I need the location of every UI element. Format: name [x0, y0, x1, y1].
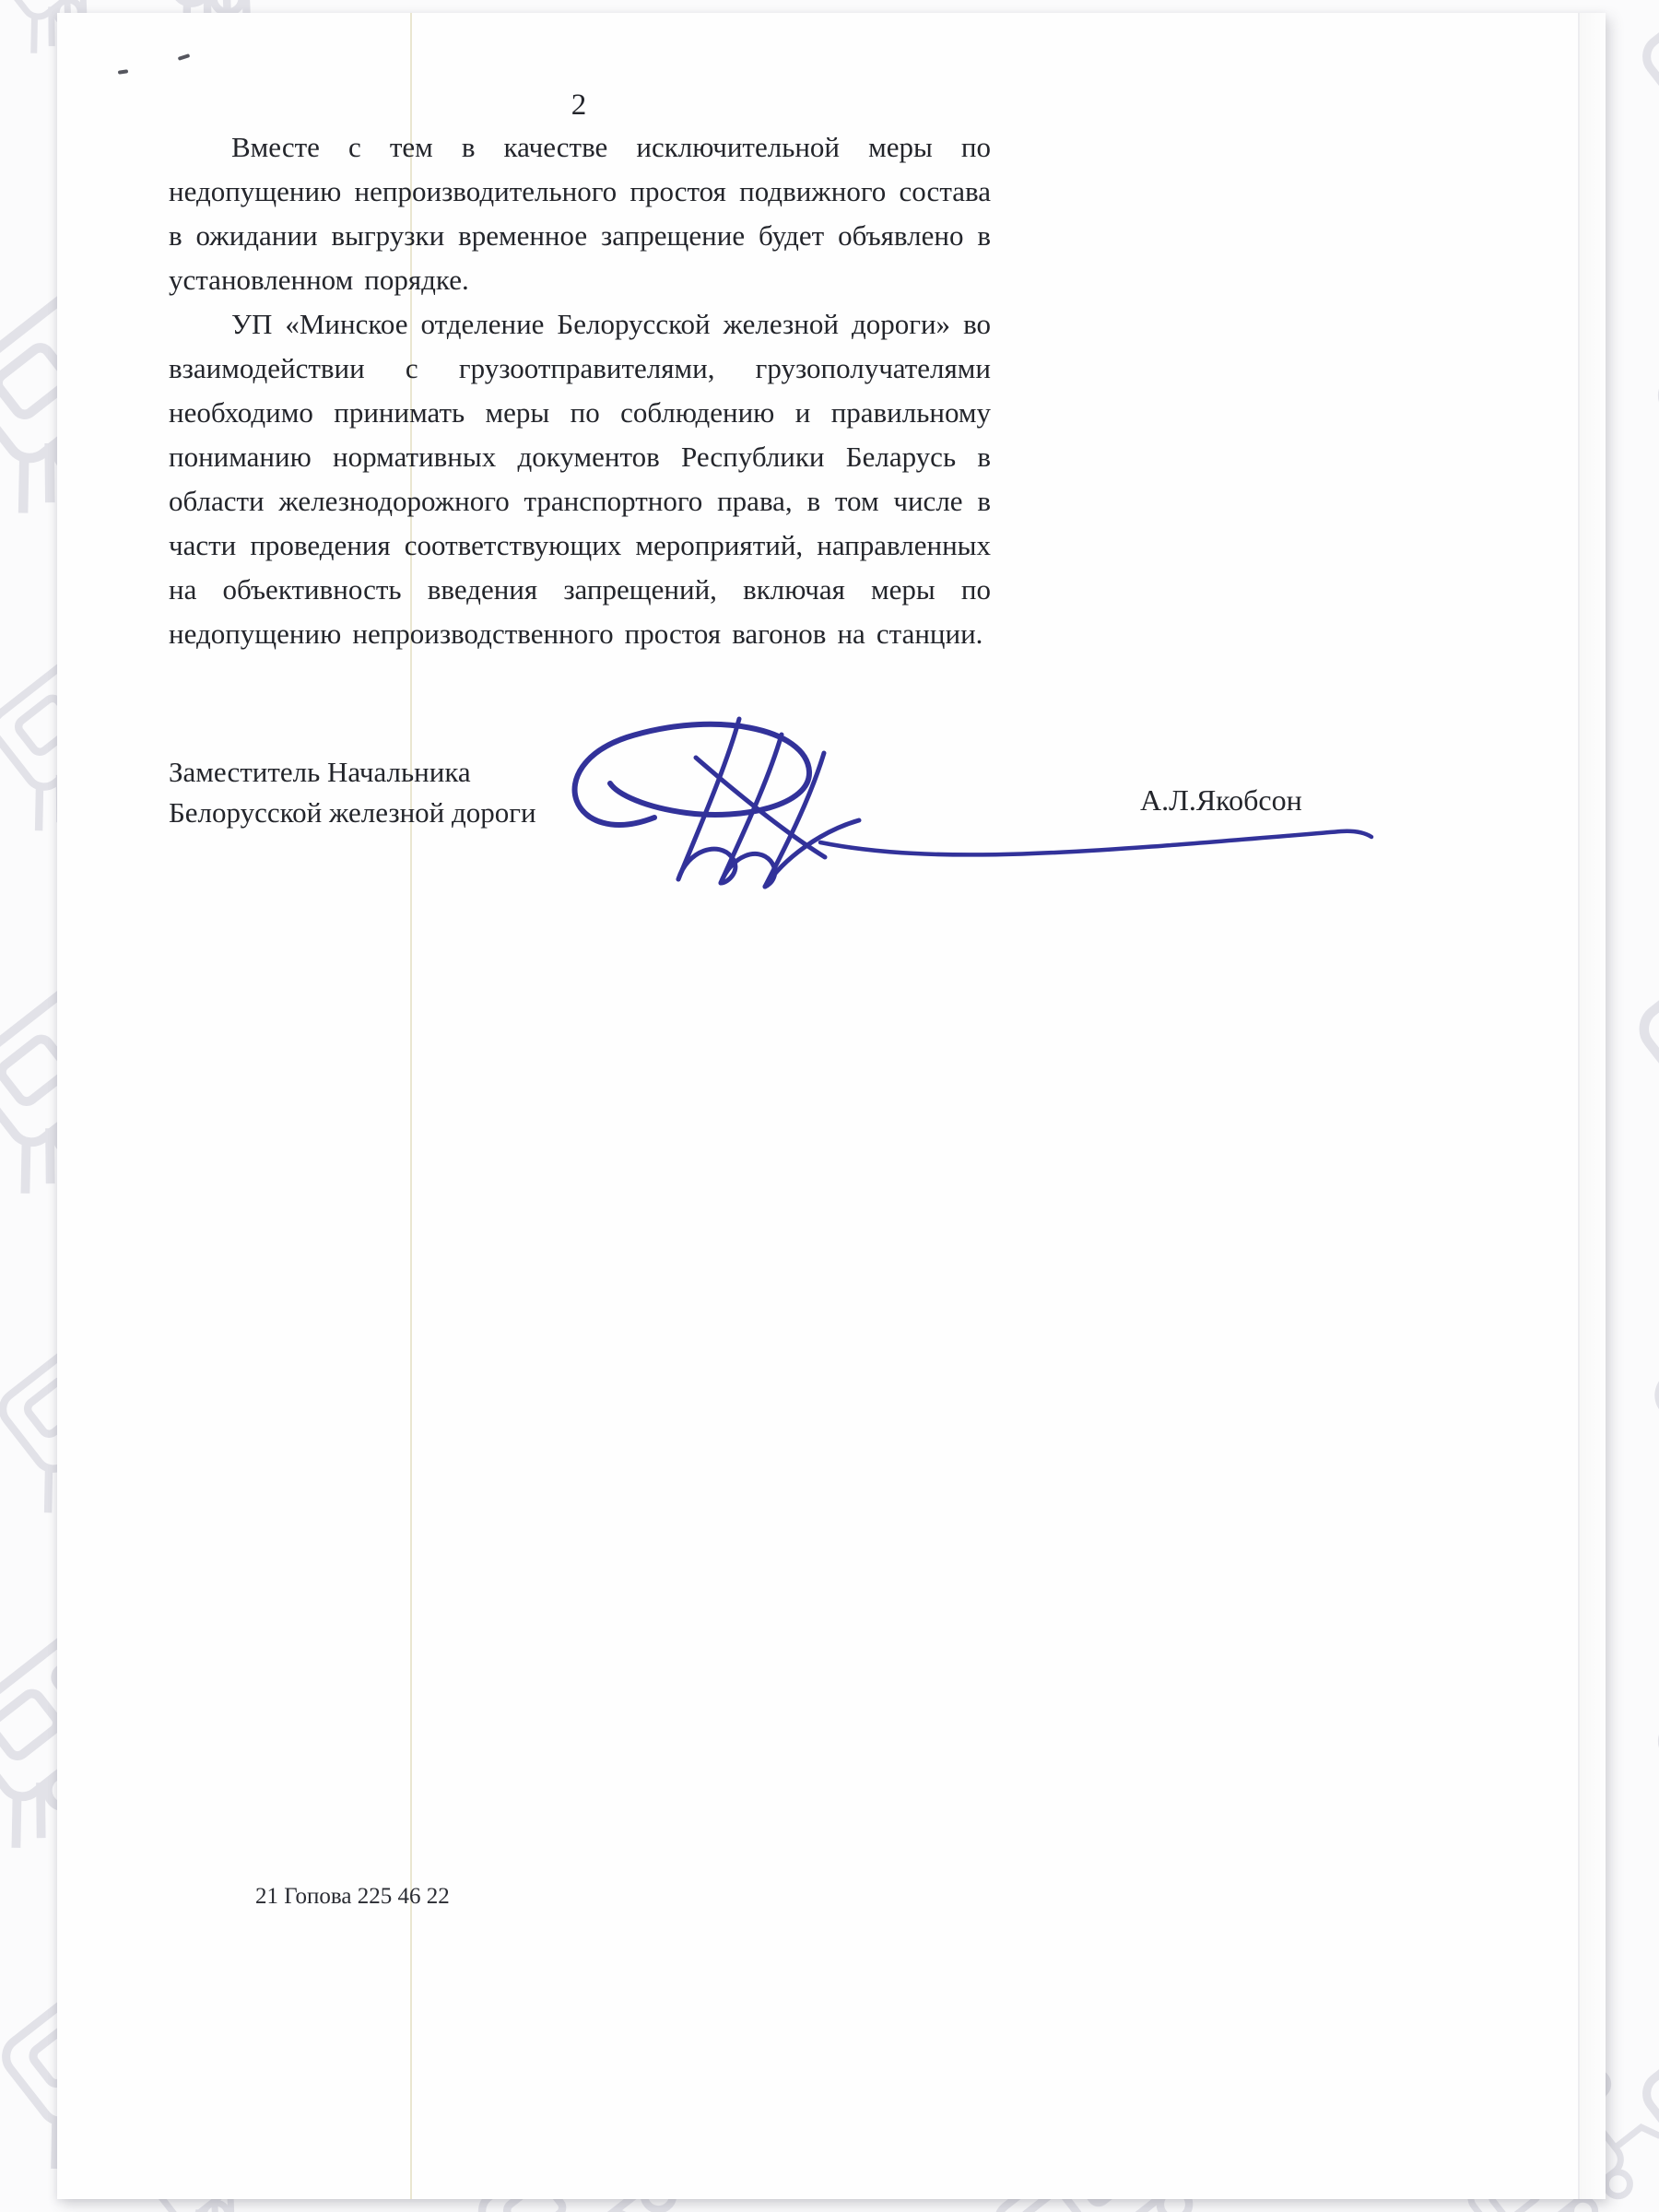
ink-speck — [178, 53, 191, 61]
train-icon — [1622, 1581, 1659, 1855]
train-icon — [1622, 235, 1659, 510]
document-body — [169, 125, 991, 656]
paragraph-2: УП «Минское отделение Белорусской железной дороги» во взаимодействии с грузоотправителями, грузополучателями необходимо принимать меры по соблюдению и правильному пониманию нормативных документов Республики Беларусь в области железнодорожного транспортного права, в том числе в части проведения соответствующих мероприятий, направленных на объективность введения запрещений, включая меры по недопущению непроизводственного простоя вагонов на станции. — [169, 308, 991, 650]
train-icon — [1604, 0, 1659, 180]
signature-title-line1: Заместитель Начальника — [169, 756, 471, 788]
document-page — [57, 13, 1606, 2199]
signature-title — [169, 752, 536, 833]
train-icon — [1604, 1919, 1659, 2212]
page-edge-shadow — [1578, 13, 1607, 2199]
paragraph-1: Вместе с тем в качестве исключительной меры по недопущению непроизводительного простоя подвижного состава в ожидании выгрузки временное запрещение будет объявлено в установленном порядке. — [169, 131, 991, 296]
footer-note: 21 Гопова 225 46 22 — [255, 1884, 450, 1909]
train-icon — [1613, 1207, 1659, 1528]
signature-title-line2: Белорусской железной дороги — [169, 796, 536, 829]
page-number: 2 — [571, 88, 587, 122]
signatory-name: А.Л.Якобсон — [1140, 783, 1302, 817]
ink-speck — [118, 69, 128, 74]
